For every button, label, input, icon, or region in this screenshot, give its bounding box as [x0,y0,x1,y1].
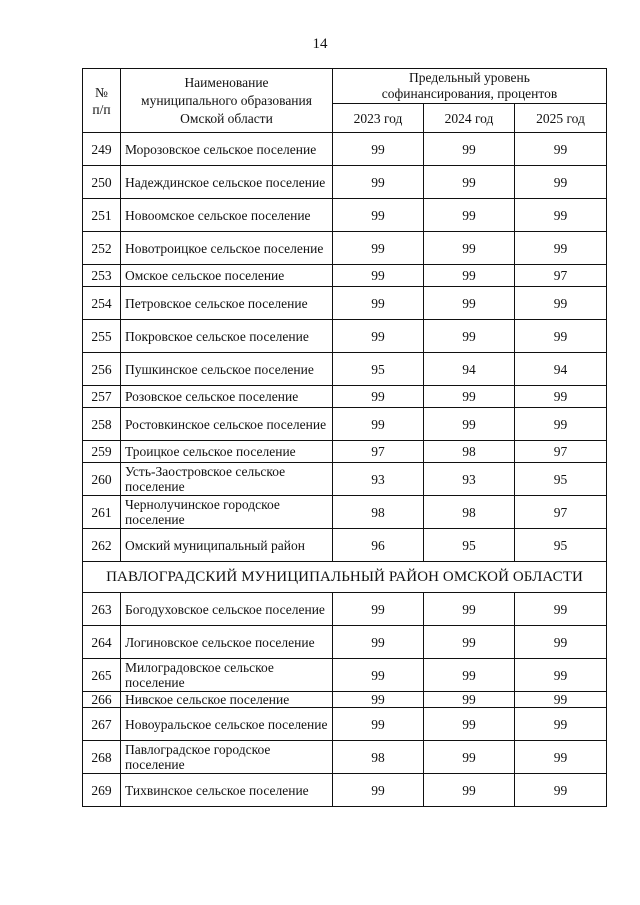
row-number: 258 [83,408,121,441]
value-2023: 97 [333,441,424,463]
value-2025: 97 [515,441,607,463]
value-2025: 99 [515,741,607,774]
row-number: 253 [83,265,121,287]
value-2023: 99 [333,199,424,232]
municipality-name: Пушкинское сельское поселение [121,353,333,386]
value-2025: 95 [515,529,607,562]
value-2025: 99 [515,626,607,659]
value-2025: 99 [515,232,607,265]
value-2023: 99 [333,166,424,199]
table-row [83,496,607,529]
table-row [83,408,607,441]
value-2025: 99 [515,708,607,741]
municipality-name: Троицкое сельское поселение [121,441,333,463]
value-2024: 99 [424,774,515,807]
value-2024: 99 [424,659,515,692]
row-number: 260 [83,463,121,496]
value-2025: 99 [515,692,607,708]
row-number: 267 [83,708,121,741]
district-title: ПАВЛОГРАДСКИЙ МУНИЦИПАЛЬНЫЙ РАЙОН ОМСКОЙ ОБЛАСТИ [83,562,607,593]
row-number: 266 [83,692,121,708]
row-number: 251 [83,199,121,232]
value-2024: 99 [424,593,515,626]
column-header-2025: 2025 год [515,104,607,133]
municipality-name: Новоомское сельское поселение [121,199,333,232]
header-group-line-2: софинансирования, процентов [381,86,558,101]
page-number: 14 [312,36,328,52]
table-row [83,133,607,166]
municipality-name: Тихвинское сельское поселение [121,774,333,807]
value-2023: 99 [333,708,424,741]
municipality-name: Чернолучинское городское поселение [121,496,333,529]
value-2023: 99 [333,626,424,659]
row-number: 254 [83,287,121,320]
table-row [83,265,607,287]
table-row [83,353,607,386]
row-number: 261 [83,496,121,529]
table-row [83,463,607,496]
district-header-row [83,562,607,593]
cofinancing-table [82,68,607,807]
row-number: 249 [83,133,121,166]
value-2024: 99 [424,199,515,232]
value-2023: 99 [333,133,424,166]
value-2024: 99 [424,692,515,708]
value-2024: 99 [424,408,515,441]
value-2023: 98 [333,496,424,529]
row-number: 257 [83,386,121,408]
column-header-2024: 2024 год [424,104,515,133]
table-row [83,593,607,626]
table-row [83,741,607,774]
row-number: 263 [83,593,121,626]
municipality-name: Покровское сельское поселение [121,320,333,353]
municipality-name: Омский муниципальный район [121,529,333,562]
value-2024: 99 [424,287,515,320]
value-2023: 99 [333,232,424,265]
value-2023: 99 [333,659,424,692]
value-2025: 99 [515,320,607,353]
table-row [83,166,607,199]
value-2025: 99 [515,659,607,692]
table-row [83,774,607,807]
table-row [83,441,607,463]
row-number: 268 [83,741,121,774]
table-row [83,386,607,408]
value-2024: 99 [424,232,515,265]
value-2023: 99 [333,386,424,408]
value-2025: 94 [515,353,607,386]
value-2024: 99 [424,626,515,659]
row-number: 265 [83,659,121,692]
number-symbol: № [95,84,108,100]
value-2023: 95 [333,353,424,386]
municipality-name: Надеждинское сельское поселение [121,166,333,199]
row-number: 262 [83,529,121,562]
value-2025: 99 [515,166,607,199]
municipality-name: Петровское сельское поселение [121,287,333,320]
value-2024: 99 [424,386,515,408]
value-2023: 99 [333,692,424,708]
value-2024: 99 [424,320,515,353]
value-2024: 99 [424,741,515,774]
municipality-name: Новотроицкое сельское поселение [121,232,333,265]
value-2023: 99 [333,265,424,287]
value-2025: 99 [515,408,607,441]
value-2024: 99 [424,133,515,166]
row-number: 255 [83,320,121,353]
header-name-line-2: муниципального образования [141,92,312,108]
table-row [83,708,607,741]
value-2023: 96 [333,529,424,562]
value-2024: 99 [424,708,515,741]
value-2024: 99 [424,166,515,199]
municipality-name: Морозовское сельское поселение [121,133,333,166]
value-2023: 98 [333,741,424,774]
header-name-line-3: Омской области [180,110,273,126]
value-2023: 99 [333,774,424,807]
row-number: 252 [83,232,121,265]
value-2024: 99 [424,265,515,287]
municipality-name: Усть-Заостровское сельское поселение [121,463,333,496]
value-2025: 99 [515,386,607,408]
value-2023: 93 [333,463,424,496]
value-2025: 97 [515,265,607,287]
value-2025: 99 [515,199,607,232]
municipality-name: Нивское сельское поселение [121,692,333,708]
header-row [83,69,607,104]
table-row [83,529,607,562]
municipality-name: Милоградовское сельское поселение [121,659,333,692]
column-header-number [83,69,121,133]
municipality-name: Богодуховское сельское поселение [121,593,333,626]
municipality-name: Павлоградское городское поселение [121,741,333,774]
value-2023: 99 [333,408,424,441]
header-name-line-1: Наименование [184,74,269,90]
value-2025: 97 [515,496,607,529]
table-row [83,626,607,659]
value-2023: 99 [333,320,424,353]
table-row [83,692,607,708]
value-2025: 95 [515,463,607,496]
municipality-name: Логиновское сельское поселение [121,626,333,659]
value-2024: 98 [424,441,515,463]
table-row [83,320,607,353]
row-number: 259 [83,441,121,463]
value-2024: 98 [424,496,515,529]
table-row [83,287,607,320]
value-2025: 99 [515,287,607,320]
column-header-name [121,69,333,133]
row-number: 264 [83,626,121,659]
value-2025: 99 [515,593,607,626]
table-row [83,232,607,265]
table-row [83,659,607,692]
row-number: 269 [83,774,121,807]
value-2024: 93 [424,463,515,496]
table-row [83,199,607,232]
value-2023: 99 [333,593,424,626]
header-group-line-1: Предельный уровень [409,70,530,85]
municipality-name: Розовское сельское поселение [121,386,333,408]
row-number: 250 [83,166,121,199]
value-2024: 95 [424,529,515,562]
value-2024: 94 [424,353,515,386]
value-2023: 99 [333,287,424,320]
value-2025: 99 [515,774,607,807]
municipality-name: Омское сельское поселение [121,265,333,287]
column-header-2023: 2023 год [333,104,424,133]
column-header-group [333,69,607,104]
municipality-name: Новоуральское сельское поселение [121,708,333,741]
number-abbrev: п/п [92,101,111,117]
value-2025: 99 [515,133,607,166]
municipality-name: Ростовкинское сельское поселение [121,408,333,441]
row-number: 256 [83,353,121,386]
